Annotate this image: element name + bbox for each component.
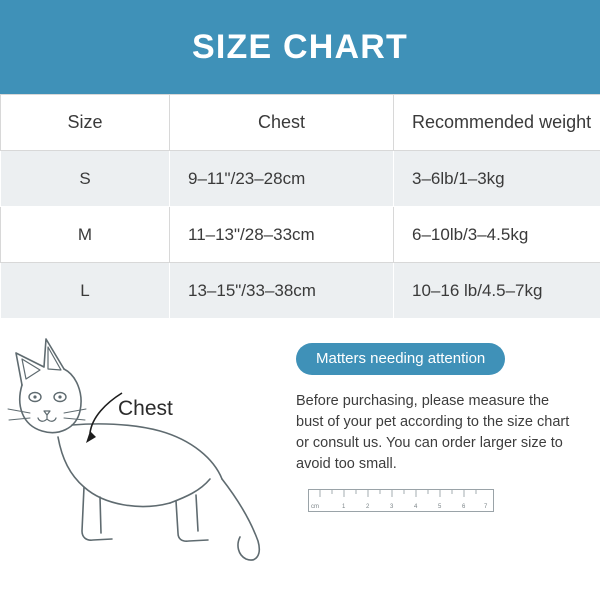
cell-size: L	[1, 263, 170, 319]
svg-text:7: 7	[484, 504, 488, 511]
svg-text:1: 1	[342, 504, 346, 511]
cell-chest: 13–15"/33–38cm	[170, 263, 394, 319]
ruler-icon	[308, 489, 508, 523]
attention-section	[296, 343, 592, 528]
cell-weight: 10–16 lb/4.5–7kg	[394, 263, 600, 319]
table-row	[1, 207, 600, 263]
cell-weight: 6–10lb/3–4.5kg	[394, 207, 600, 263]
cell-size: S	[1, 151, 170, 207]
cell-size: M	[1, 207, 170, 263]
cat-outline-icon	[0, 319, 290, 569]
column-header-weight: Recommended weight	[394, 95, 600, 151]
svg-text:4: 4	[414, 504, 418, 511]
chest-label: Chest	[118, 397, 173, 420]
page-header	[0, 0, 600, 94]
svg-text:5: 5	[438, 504, 442, 511]
cell-chest: 9–11"/23–28cm	[170, 151, 394, 207]
table-row	[1, 263, 600, 319]
table-header-row	[1, 95, 600, 151]
attention-text: Before purchasing, please measure the bust of your pet according to the size chart or consult us. You can order larger size to avoid too small.	[296, 393, 570, 473]
svg-text:3: 3	[390, 504, 394, 511]
cell-weight: 3–6lb/1–3kg	[394, 151, 600, 207]
svg-text:6: 6	[462, 504, 466, 511]
ruler-illustration	[308, 489, 592, 528]
size-chart-table	[0, 94, 600, 319]
lower-section	[0, 319, 600, 581]
column-header-size: Size	[1, 95, 170, 151]
cell-chest: 11–13"/28–33cm	[170, 207, 394, 263]
table-row	[1, 151, 600, 207]
chest-measure-arrow-icon	[86, 393, 122, 443]
column-header-chest: Chest	[170, 95, 394, 151]
cat-illustration	[0, 319, 290, 581]
page-title: SIZE CHART	[192, 27, 408, 66]
svg-text:cm: cm	[311, 504, 319, 511]
svg-text:2: 2	[366, 504, 370, 511]
attention-badge: Matters needing attention	[296, 343, 505, 375]
